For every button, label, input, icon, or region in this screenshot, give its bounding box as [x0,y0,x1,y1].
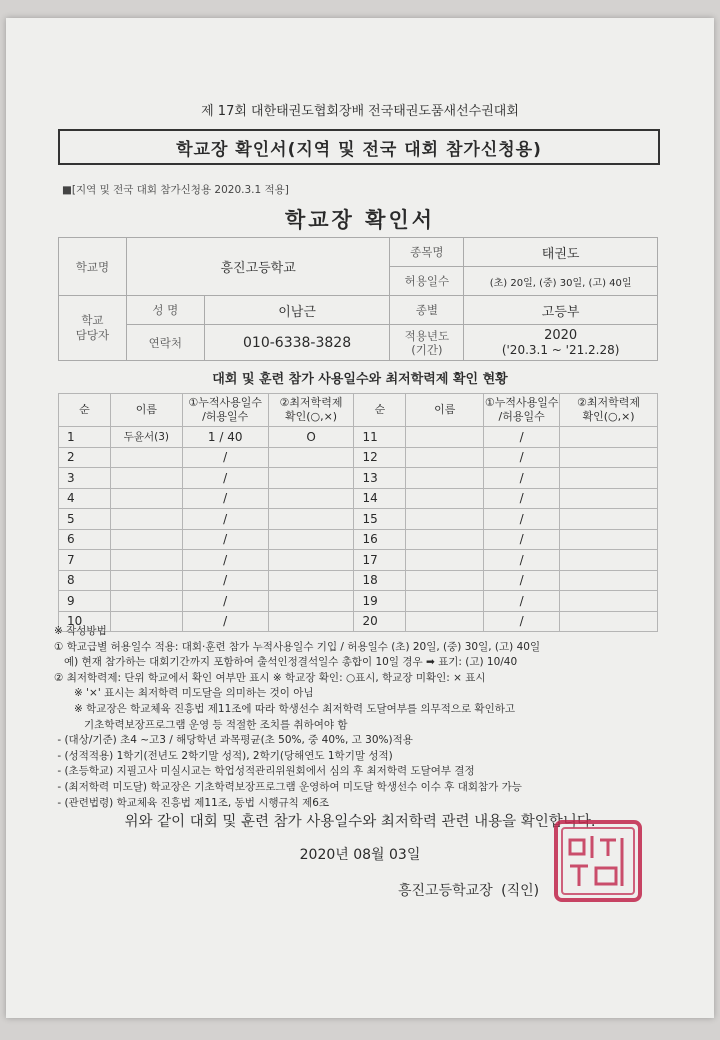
col-days: ①누적사용일수 /허용일수 [182,394,268,427]
col-name: 이름 [110,394,182,427]
col-name-right: 이름 [406,394,484,427]
col-check: ②최저학력제 확인(○,×) [268,394,354,427]
table-title: 대회 및 훈련 참가 사용일수와 최저학력제 확인 현황 [212,372,508,387]
instruction-line: ※ '×' 표시는 최저학력 미도달을 의미하는 것이 아님 [54,687,314,700]
row-number-right: 15 [354,509,406,530]
instruction-line: 예) 현재 참가하는 대회기간까지 포함하여 출석인정결석일수 총합이 10일 경우 ➡ 표기: (고) 10/40 [54,656,518,669]
instruction-line: ① 학교급별 허용일수 적용: 대회·훈련 참가 누적사용일수 기입 / 허용일수 (초) 20일, (중) 30일, (고) 40일 [54,640,541,653]
official-seal-icon [552,818,644,904]
school-head [398,880,539,900]
col-no: 순 [59,394,111,427]
instruction-line: ※ 작성방법 [54,625,107,637]
instruction-line: 기초학력보장프로그램 운영 등 적절한 조치를 취하여야 함 [54,718,348,731]
row-days-right: / [484,509,560,530]
col-no-right: 순 [354,394,406,427]
table-row [59,427,658,448]
row-name [110,488,182,509]
row-days-right: / [484,488,560,509]
row-name-right [406,488,484,509]
row-number: 10 [59,611,111,632]
row-check [268,468,354,489]
table-row [59,550,658,571]
row-name-right [406,447,484,468]
row-days: 1 / 40 [182,427,268,448]
row-check-right [560,447,658,468]
row-number-right: 18 [354,570,406,591]
staff-label: 학교 담당자 [59,296,127,361]
sport-label: 종목명 [390,238,464,267]
row-check [268,447,354,468]
row-days-right: / [484,427,560,448]
row-check [268,550,354,571]
row-name [110,447,182,468]
row-name-right [406,550,484,571]
table-row [59,488,658,509]
row-name-right [406,468,484,489]
row-days: / [182,591,268,612]
row-number: 5 [59,509,111,530]
row-number: 8 [59,570,111,591]
category-value: 고등부 [464,296,658,325]
col-check-right: ②최저학력제 확인(○,×) [560,394,658,427]
row-name [110,550,182,571]
table-row [59,529,658,550]
row-check-right [560,468,658,489]
name-label: 성 명 [126,296,204,325]
row-days-right: / [484,529,560,550]
form-title-box [58,129,660,165]
seal-mark: (직인) [501,883,540,899]
row-days-right: / [484,591,560,612]
instruction-line: - (최저학력 미도달) 학교장은 기초학력보장프로그램 운영하여 미도달 학생선수 이수 후 대회참가 가능 [54,780,522,793]
row-name [110,468,182,489]
row-days: / [182,529,268,550]
form-note: ■[지역 및 전국 대회 참가신청용 2020.3.1 적용] [62,184,289,196]
row-number-right: 19 [354,591,406,612]
year-period: ('20.3.1 ~ '21.2.28) [501,342,620,357]
row-name [110,529,182,550]
row-number-right: 13 [354,468,406,489]
year-value: 2020 [544,327,578,343]
row-number-right: 14 [354,488,406,509]
document-page [6,18,714,1018]
row-name-right [406,591,484,612]
instruction-line: - (성적적용) 1학기(전년도 2학기말 성적), 2학기(당해연도 1학기말 성적) [54,749,393,762]
category-label: 종별 [390,296,464,325]
table-row [59,468,658,489]
row-number-right: 12 [354,447,406,468]
row-check [268,488,354,509]
row-days-right: / [484,611,560,632]
row-number: 3 [59,468,111,489]
status-table-header [59,394,658,427]
sport-value: 태권도 [464,238,658,267]
school-label: 학교명 [59,238,127,296]
row-name-right [406,570,484,591]
table-row [59,570,658,591]
row-name: 두윤서(3) [110,427,182,448]
row-days-right: / [484,468,560,489]
row-check-right [560,427,658,448]
issue-date: 2020년 08월 03일 [299,847,421,863]
allowed-days-value: (초) 20일, (중) 30일, (고) 40일 [464,267,658,296]
form-title: 학교장 확인서(지역 및 전국 대회 참가신청용) [176,139,542,160]
info-table [58,237,658,361]
table-row [59,591,658,612]
row-name [110,570,182,591]
row-days: / [182,570,268,591]
contact-label: 연락처 [126,325,204,361]
row-number-right: 16 [354,529,406,550]
row-check-right [560,509,658,530]
row-check [268,529,354,550]
row-name [110,591,182,612]
document-title: 학교장 확인서 [284,208,436,232]
row-days: / [182,550,268,571]
status-table [58,393,658,632]
instruction-line: ② 최저학력제: 단위 학교에서 확인 여부만 표시 ※ 학교장 확인: ○표시, 학교장 미확인: × 표시 [54,671,486,684]
row-days: / [182,447,268,468]
row-days-right: / [484,550,560,571]
row-number-right: 11 [354,427,406,448]
instruction-line: - (관련법령) 학교체육 진흥법 제11조, 동법 시행규칙 제6조 [54,796,330,809]
row-days: / [182,468,268,489]
year-label: 적용년도 (기간) [390,325,464,361]
instruction-line: - (대상/기준) 초4 ~고3 / 해당학년 과목평균(초 50%, 중 40%, 고 30%)적용 [54,734,413,747]
row-days-right: / [484,570,560,591]
row-days: / [182,611,268,632]
row-number: 2 [59,447,111,468]
row-number: 1 [59,427,111,448]
contact-value: 010-6338-3828 [204,325,390,361]
school-value: 흥진고등학교 [126,238,390,296]
row-check [268,570,354,591]
table-row [59,447,658,468]
row-check-right [560,591,658,612]
instruction-line: ※ 학교장은 학교체육 진흥법 제11조에 따라 학생선수 최저학력 도달여부를 의무적으로 확인하고 [54,702,515,715]
instruction-line: - (초등학교) 지필고사 미실시교는 학업성적관리위원회에서 심의 후 최저학력 도달여부 결정 [54,765,475,778]
row-check-right [560,570,658,591]
allowed-days-label: 허용일수 [390,267,464,296]
table-row [59,509,658,530]
col-days-right: ①누적사용일수 /허용일수 [484,394,560,427]
instructions [54,624,664,811]
row-check: O [268,427,354,448]
school-head-name: 흥진고등학교장 [398,883,493,899]
row-name-right [406,529,484,550]
row-check [268,509,354,530]
row-check-right [560,488,658,509]
row-number: 9 [59,591,111,612]
row-number: 7 [59,550,111,571]
row-name-right [406,509,484,530]
row-days: / [182,488,268,509]
row-check-right [560,529,658,550]
row-name-right [406,427,484,448]
row-name [110,509,182,530]
row-number: 6 [59,529,111,550]
row-check-right [560,550,658,571]
confirmation-text: 위와 같이 대회 및 훈련 참가 사용일수와 최저학력 관련 내용을 확인합니다. [124,814,596,830]
row-days-right: / [484,447,560,468]
event-title: 제 17회 대한태권도협회장배 전국태권도품새선수권대회 [201,104,519,119]
row-number-right: 17 [354,550,406,571]
row-check [268,591,354,612]
row-number: 4 [59,488,111,509]
name-value: 이남근 [204,296,390,325]
row-days: / [182,509,268,530]
row-number-right: 20 [354,611,406,632]
year-cell [464,325,658,361]
